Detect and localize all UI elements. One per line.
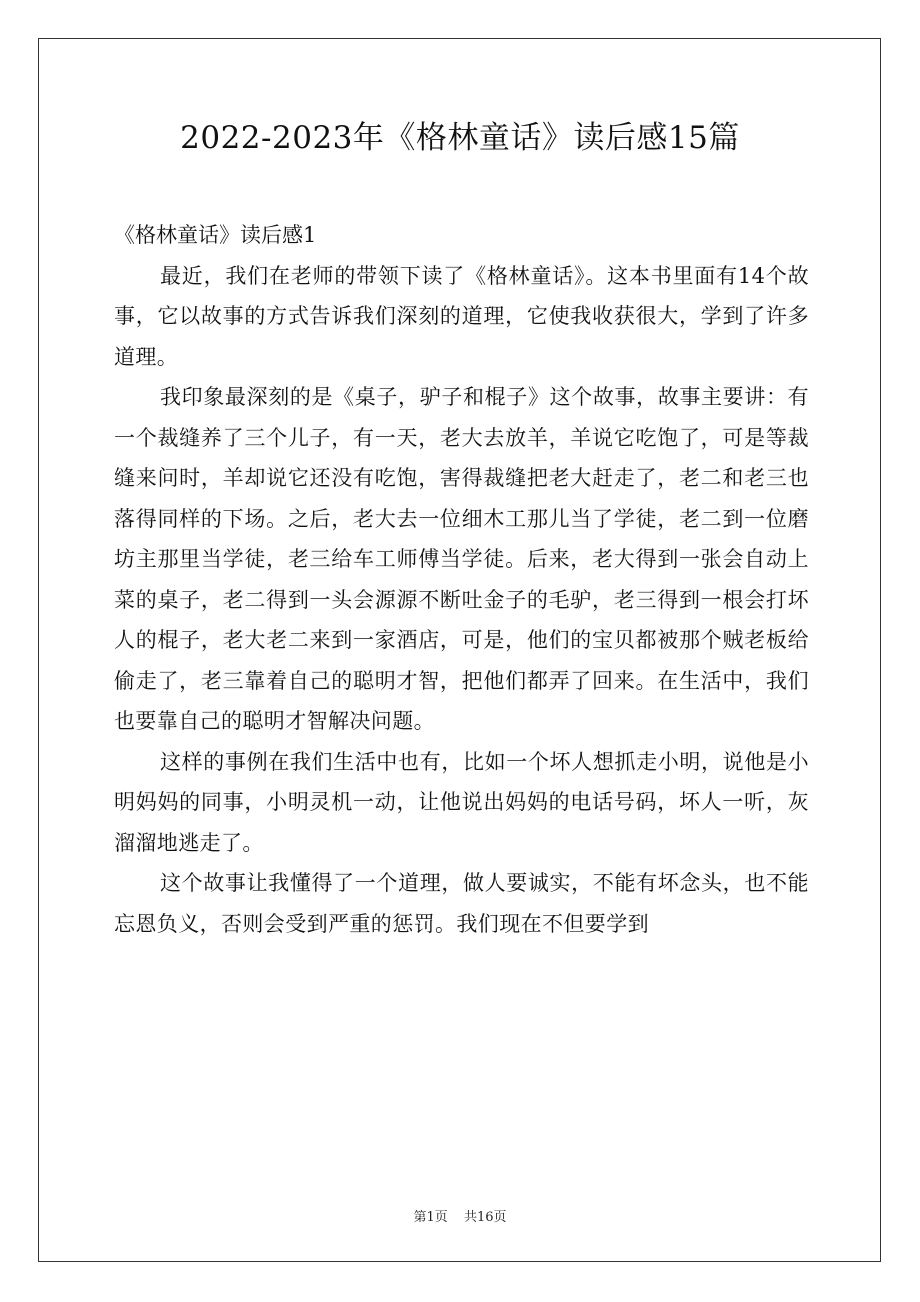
paragraph-2: 我印象最深刻的是《桌子，驴子和棍子》这个故事，故事主要讲：有一个裁缝养了三个儿子，有一天，老大去放羊，羊说它吃饱了，可是等裁缝来问时，羊却说它还没有吃饱，害得裁缝把老大赶走了，老二和老三也落得同样的下场。之后，老大去一位细木工那儿当了学徒，老二到一位磨坊主那里当学徒，老三给车工师傅当学徒。后来，老大得到一张会自动上菜的桌子，老二得到一头会源源不断吐金子的毛驴，老三得到一根会打坏人的棍子，老大老二来到一家酒店，可是，他们的宝贝都被那个贼老板给偷走了，老三靠着自己的聪明才智，把他们都弄了回来。在生活中，我们也要靠自己的聪明才智解决问题。 [114,385,809,733]
section-subheading: 《格林童话》读后感1 [114,223,317,247]
paragraph-4: 这个故事让我懂得了一个道理，做人要诚实，不能有坏念头，也不能忘恩负义，否则会受到严重的惩罚。我们现在不但要学到 [114,871,809,936]
page-footer [0,1206,920,1225]
total-pages: 共16页 [463,1210,507,1225]
document-title: 2022-2023年《格林童话》读后感15篇 [180,120,740,156]
paragraph-1: 最近，我们在老师的带领下读了《格林童话》。这本书里面有14个故事，它以故事的方式告诉我们深刻的道理，它使我收获很大，学到了许多道理。 [114,263,809,369]
paragraph-3: 这样的事例在我们生活中也有，比如一个坏人想抓走小明，说他是小明妈妈的同事，小明灵机一动，让他说出妈妈的电话号码，坏人一听，灰溜溜地逃走了。 [114,749,809,855]
page-number: 第1页 [413,1210,448,1225]
document-body [114,215,809,944]
